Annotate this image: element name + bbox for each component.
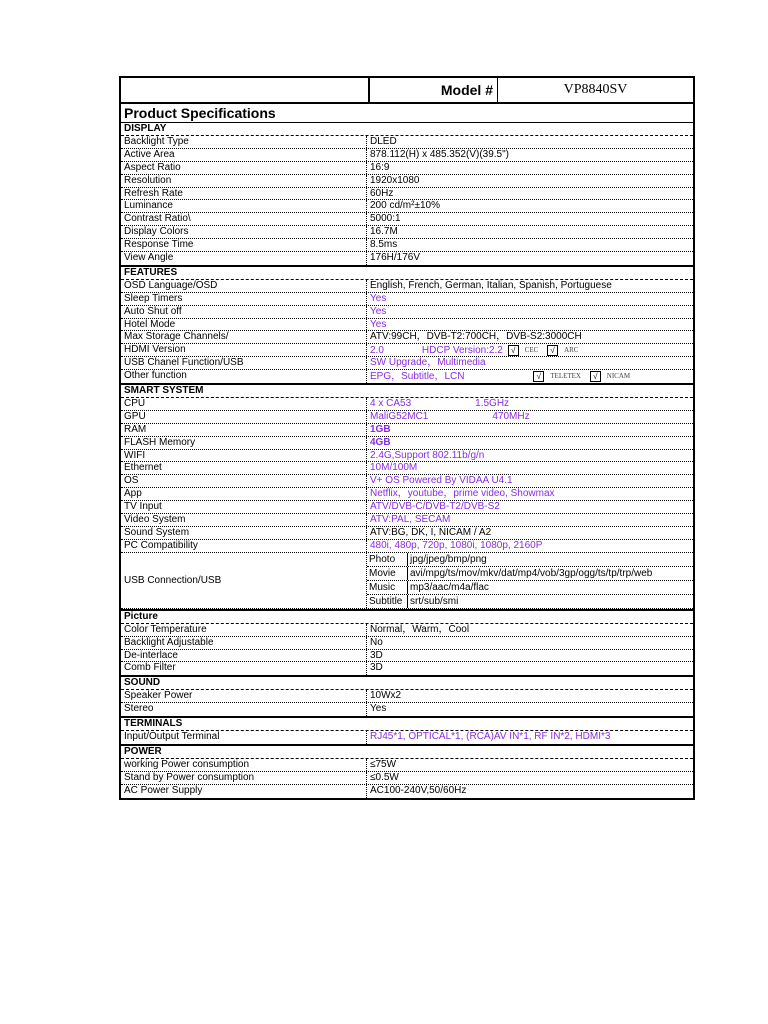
table-row: Display Colors 16.7M <box>121 226 693 239</box>
table-row: OSD Language/OSD English, French, German, Italian, Spanish, Portuguese <box>121 280 693 293</box>
display-rows <box>121 136 693 265</box>
arc-label: ARC <box>564 346 579 355</box>
table-row: Stand by Power consumption ≤0.5W <box>121 772 693 785</box>
table-row: View Angle 176H/176V <box>121 252 693 265</box>
usb-format-row: Photo jpg/jpeg/bmp/png <box>367 553 693 567</box>
table-row: Comb Filter 3D <box>121 662 693 675</box>
arc-checkbox: √ <box>547 345 558 356</box>
nicam-checkbox: √ <box>590 371 601 382</box>
hdmi-version: 2.0 <box>370 345 384 357</box>
table-row: Active Area 878.112(H) x 485.352(V)(39.5") <box>121 149 693 162</box>
table-row: Color Temperature Normal，Warm，Cool <box>121 624 693 637</box>
terminals-rows <box>121 731 693 744</box>
model-value: VP8840SV <box>563 82 628 97</box>
table-row: Sleep Timers Yes <box>121 293 693 306</box>
table-row: Backlight Type DLED <box>121 136 693 149</box>
hdcp-version: HDCP Version:2.2 <box>421 345 503 357</box>
table-row: Video System ATV:PAL, SECAM <box>121 514 693 527</box>
section-sound: SOUND <box>121 675 693 690</box>
table-row: Backlight Adjustable No <box>121 637 693 650</box>
smart-rows <box>121 398 693 609</box>
nicam-label: NICAM <box>606 372 631 381</box>
spec-table <box>119 102 695 800</box>
table-row: Other function EPG，Subtitle，LCN √ TELETEX √ NICAM <box>121 370 693 383</box>
table-row: Resolution 1920x1080 <box>121 175 693 188</box>
table-row: CPU 4 x CA53 1.5GHz <box>121 398 693 411</box>
section-terminals: TERMINALS <box>121 716 693 731</box>
table-row: RAM 1GB <box>121 424 693 437</box>
table-row: USB Chanel Function/USB SW Upgrade，Multimedia <box>121 357 693 370</box>
usb-format-row: Music mp3/aac/m4a/flac <box>367 581 693 595</box>
table-row: OS V+ OS Powered By VIDAA U4.1 <box>121 475 693 488</box>
table-row: Input/Output Terminal RJ45*1, OPTICAL*1, (RCA)AV IN*1, RF IN*2, HDMI*3 <box>121 731 693 744</box>
table-row: GPU MaliG52MC1 470MHz <box>121 411 693 424</box>
usb-format-row: Movie avi/mpg/ts/mov/mkv/dat/mp4/vob/3gp/ogg/ts/tp/trp/web <box>367 567 693 581</box>
model-row <box>119 76 695 102</box>
table-row: Max Storage Channels/ ATV:99CH，DVB-T2:700CH，DVB-S2:3000CH <box>121 331 693 344</box>
table-row: De-interlace 3D <box>121 650 693 663</box>
section-smart-system: SMART SYSTEM <box>121 383 693 398</box>
model-label: Model # <box>370 78 498 102</box>
table-row: Response Time 8.5ms <box>121 239 693 252</box>
cec-label: CEC <box>524 346 539 355</box>
table-row: Speaker Power 10Wx2 <box>121 690 693 703</box>
table-row: Contrast Ratio\ 5000:1 <box>121 213 693 226</box>
teletext-label: TELETEX <box>550 372 581 381</box>
section-display: DISPLAY <box>121 123 693 136</box>
page-title: Product Specifications <box>121 104 693 123</box>
section-picture: Picture <box>121 609 693 624</box>
table-row: App Netflix，youtube，prime video, Showmax <box>121 488 693 501</box>
spec-sheet <box>119 76 695 800</box>
cec-checkbox: √ <box>508 345 519 356</box>
table-row: FLASH Memory 4GB <box>121 437 693 450</box>
table-row: Stereo Yes <box>121 703 693 716</box>
table-row: TV Input ATV/DVB-C/DVB-T2/DVB-S2 <box>121 501 693 514</box>
table-row: Refresh Rate 60Hz <box>121 188 693 201</box>
table-row: AC Power Supply AC100-240V,50/60Hz <box>121 785 693 798</box>
table-row: Auto Shut off Yes <box>121 306 693 319</box>
table-row: WIFI 2.4G,Support 802.11b/g/n <box>121 450 693 463</box>
power-rows <box>121 759 693 798</box>
teletext-checkbox: √ <box>533 371 544 382</box>
usb-format-row: Subtitle srt/sub/smi <box>369 595 459 607</box>
table-row: HDMI Version 2.0 HDCP Version:2.2 √ CEC √ ARC <box>121 344 693 357</box>
table-row: Aspect Ratio 16:9 <box>121 162 693 175</box>
table-row: Ethernet 10M/100M <box>121 462 693 475</box>
features-rows <box>121 280 693 383</box>
table-row: working Power consumption ≤75W <box>121 759 693 772</box>
usb-connection-row: USB Connection/USB Photo jpg/jpeg/bmp/png Movie avi/mpg/ts/mov/mkv/dat/mp4/vob/3gp/ogg/ts/tp/trp/web Music mp3/aac/m4a/flac Subtitle srt/sub/smi <box>121 553 693 609</box>
table-row: PC Compatibility 480i, 480p, 720p, 1080i, 1080p, 2160P <box>121 540 693 553</box>
sound-rows <box>121 690 693 716</box>
section-features: FEATURES <box>121 265 693 280</box>
picture-rows <box>121 624 693 676</box>
table-row: Hotel Mode Yes <box>121 319 693 332</box>
section-power: POWER <box>121 744 693 759</box>
table-row: Luminance 200 cd/m²±10% <box>121 200 693 213</box>
table-row: Sound System ATV:BG, DK, I, NICAM / A2 <box>121 527 693 540</box>
other-function-value: EPG，Subtitle，LCN <box>370 371 465 383</box>
